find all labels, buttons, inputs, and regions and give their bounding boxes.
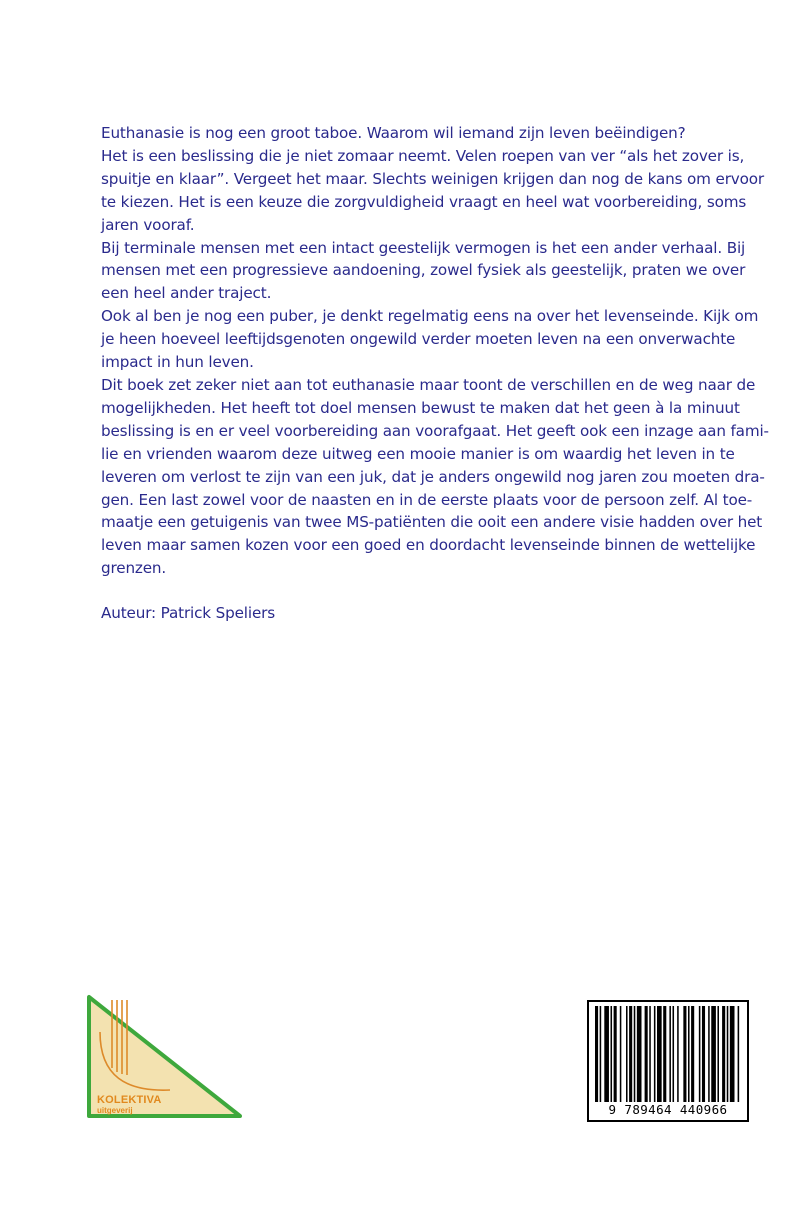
barcode-bar bbox=[649, 1006, 651, 1102]
text-line: lie en vrienden waarom deze uitweg een mooie manier is om waardig het leven in te bbox=[101, 444, 735, 463]
barcode-bar bbox=[663, 1006, 666, 1102]
text-line: impact in hun leven. bbox=[101, 353, 254, 372]
paragraph-1 bbox=[101, 122, 761, 145]
barcode-bar bbox=[669, 1006, 671, 1102]
text-line: grenzen. bbox=[101, 559, 167, 578]
text-line: te kiezen. Het is een keuze die zorgvuldigheid vraagt en heel wat voorbereiding, soms bbox=[101, 192, 747, 211]
barcode-bar bbox=[595, 1006, 598, 1102]
text-line: maatje een getuigenis van twee MS-patiënten die ooit een andere visie hadden over het bbox=[101, 513, 763, 532]
barcode-bar bbox=[738, 1006, 740, 1102]
barcode-bar bbox=[634, 1006, 636, 1102]
barcode-bar bbox=[691, 1006, 694, 1102]
barcode-bar bbox=[717, 1006, 719, 1102]
barcode-bar bbox=[730, 1006, 735, 1102]
barcode-bar bbox=[645, 1006, 648, 1102]
text-line: mogelijkheden. Het heeft tot doel mensen bewust te maken dat het geen à la minuut bbox=[101, 398, 740, 417]
paragraph-2 bbox=[101, 145, 765, 237]
text-line: beslissing is en er veel voorbereiding aan voorafgaat. Het geeft ook een inzage aan fami- bbox=[101, 421, 769, 440]
barcode-bar bbox=[626, 1006, 628, 1102]
paragraph-4 bbox=[101, 305, 761, 374]
isbn-digits: 9 789464 440966 bbox=[608, 1102, 728, 1117]
text-line: Bij terminale mensen met een intact geestelijk vermogen is het een ander verhaal. Bij bbox=[101, 238, 746, 257]
paragraph-5 bbox=[101, 374, 769, 580]
text-line: mensen met een progressieve aandoening, zowel fysiek als geestelijk, praten we over bbox=[101, 261, 746, 280]
barcode-bar bbox=[699, 1006, 701, 1102]
barcode-bar bbox=[673, 1006, 675, 1102]
back-cover-blurb bbox=[101, 122, 769, 625]
barcode-bar bbox=[708, 1006, 710, 1102]
barcode-bar bbox=[604, 1006, 609, 1102]
text-line: leveren om verlost te zijn van een juk, dat je anders ongewild nog jaren zou moeten dra- bbox=[101, 467, 765, 486]
barcode-bar bbox=[600, 1006, 602, 1102]
text-line: je heen hoeveel leeftijdsgenoten ongewild verder moeten leven na een onverwachte bbox=[101, 330, 736, 349]
barcode-bar bbox=[657, 1006, 662, 1102]
barcode-bar bbox=[677, 1006, 679, 1102]
barcode-bar bbox=[611, 1006, 613, 1102]
isbn-barcode bbox=[587, 1000, 749, 1122]
barcode-bar bbox=[688, 1006, 690, 1102]
text-line: Euthanasie is nog een groot taboe. Waarom wil iemand zijn leven beëindigen? bbox=[101, 124, 686, 142]
text-line: gen. Een last zowel voor de naasten en in de eerste plaats voor de persoon zelf. Al toe- bbox=[101, 490, 753, 509]
text-line: een heel ander traject. bbox=[101, 284, 272, 303]
text-line: Het is een beslissing die je niet zomaar neemt. Velen roepen van ver “als het zover is, bbox=[101, 146, 745, 165]
barcode-bar bbox=[683, 1006, 686, 1102]
text-line: spuitje en klaar”. Vergeet het maar. Slechts weinigen krijgen dan nog de kans om ervoor bbox=[101, 169, 765, 188]
text-line: leven maar samen kozen voor een goed en doordacht levenseinde binnen de wettelijke bbox=[101, 536, 756, 555]
paragraph-3 bbox=[101, 237, 761, 306]
barcode-bar bbox=[711, 1006, 716, 1102]
barcode-bars bbox=[593, 1006, 743, 1102]
barcode-bar bbox=[727, 1006, 729, 1102]
barcode-bar bbox=[629, 1006, 632, 1102]
text-line: jaren vooraf. bbox=[101, 215, 195, 234]
barcode-bar bbox=[702, 1006, 705, 1102]
author-credit: Auteur: Patrick Speliers bbox=[101, 604, 275, 623]
barcode-bar bbox=[620, 1006, 622, 1102]
publisher-subtitle: uitgeverij bbox=[97, 1106, 133, 1115]
barcode-bar bbox=[654, 1006, 656, 1102]
publisher-name: KOLEKTIVA bbox=[97, 1094, 162, 1106]
logo-text bbox=[97, 1095, 162, 1115]
barcode-bar bbox=[722, 1006, 725, 1102]
text-line: Ook al ben je nog een puber, je denkt regelmatig eens na over het levenseinde. Kijk om bbox=[101, 307, 759, 326]
barcode-bar bbox=[637, 1006, 642, 1102]
text-line: Dit boek zet zeker niet aan tot euthanasie maar toont de verschillen en de weg naar de bbox=[101, 375, 756, 394]
barcode-bar bbox=[614, 1006, 617, 1102]
